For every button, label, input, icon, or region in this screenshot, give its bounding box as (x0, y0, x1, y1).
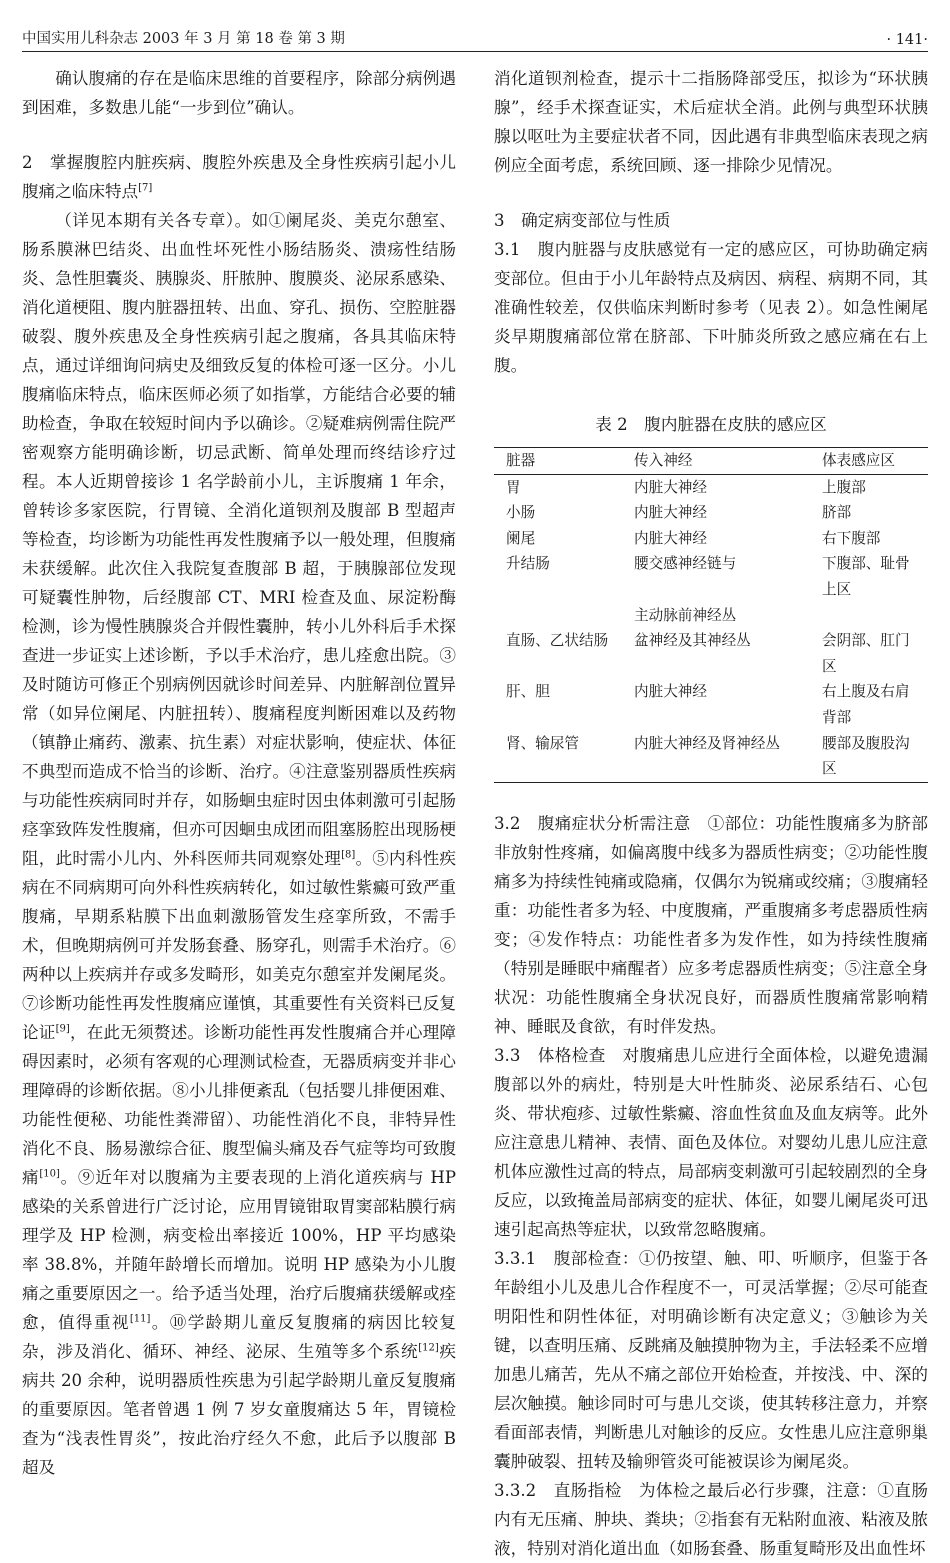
ref-11: [11] (129, 1313, 151, 1325)
table-cell: 胃 (506, 478, 521, 496)
table-cell: 上腹部 (822, 478, 866, 496)
table-header-zone: 体表感应区 (822, 452, 895, 469)
table-2 (494, 447, 928, 783)
table-cell: 右上腹及右肩背部 (822, 683, 910, 726)
body-text-4: 。⑨近年对以腹痛为主要表现的上消化道疾病与 HP 感染的关系曾进行广泛讨论，应用胃镜钳取胃窦部粘膜行病理学及 HP 检测，病变检出率接近 100%，HP 平均感染率 38.8%，并随年龄增长而增加。说明 HP 感染为小儿腹痛之重要原因之一。给予适当处理，治疗后腹痛获缓解或痊愈，值得重视 (22, 1168, 456, 1332)
body-text-5: 。⑩学龄期儿童反复腹痛的病因比较复杂，涉及消化、循环、神经、泌尿、生殖等多个系统 (22, 1313, 457, 1361)
table-cell: 升结肠 (506, 555, 550, 573)
table-cell: 内脏大神经 (634, 683, 707, 701)
journal-citation: 中国实用儿科杂志 2003 年 3 月 第 18 卷 第 3 期 (22, 31, 345, 47)
running-header (22, 18, 928, 52)
section-2-heading-text: 2 掌握腹腔内脏疾病、腹腔外疾患及全身性疾病引起小儿腹痛之临床特点 (22, 153, 456, 201)
table-cell: 脐部 (822, 504, 852, 522)
table-cell: 下腹部、耻骨上区 (822, 555, 910, 598)
table-cell (494, 603, 622, 629)
table-cell: 主动脉前神经丛 (634, 606, 737, 624)
section-3-3-1: 3.3.1 腹部检查：①仍按望、触、叩、听顺序，但鉴于各年龄组小儿及患儿合作程度不一，可灵活掌握；②尽可能查明阳性和阴性体征，对明确诊断有决定意义；③触诊为关键，以查明压痛、反跳痛及触摸肿物为主，手法轻柔不应增加患儿痛苦，先从不痛之部位开始检查，并按浅、中、深的层次触摸。触诊同时可与患儿交谈，使其转移注意力，并察看面部表情，判断患儿对触诊的反应。女性患儿应注意卵巢囊肿破裂、扭转及输卵管炎可能被误诊为阑尾炎。 (494, 1248, 928, 1471)
table-cell: 内脏大神经 (634, 504, 707, 522)
section-3-3: 3.3 体格检查 对腹痛患儿应进行全面体检，以避免遗漏腹部以外的病灶，特别是大叶性肺炎、泌尿系结石、心包炎、带状疱疹、过敏性紫癜、溶血性贫血及血友病等。此外应注意患儿精神、表情、面色及体位。对婴幼儿患儿应注意机体应激性过高的特点，局部病变刺激可引起较剧烈的全身反应，以致掩盖局部病变的症状、体征，如婴儿阑尾炎可迅速引起高热等症状，以致常忽略腹痛。 (494, 1045, 928, 1239)
section-2-body (22, 206, 456, 1482)
table-2-title: 表 2 腹内脏器在皮肤的感应区 (595, 415, 827, 434)
table-cell: 肝、胆 (506, 683, 550, 701)
section-2-heading (22, 148, 456, 206)
table-row (494, 628, 928, 679)
intro-paragraph: 确认腹痛的存在是临床思维的首要程序，除部分病例遇到困难，多数患儿能“一步到位”确认。 (22, 69, 456, 117)
body-text-2: 。⑤内科性疾病在不同病期可向外科性疾病转化，如过敏性紫癜可致严重腹痛，早期系粘膜下出血刺激肠管发生痉挛所致，不需手术，但晚期病例可并发肠套叠、肠穿孔，则需手术治疗。⑥两种以上疾病并存或多发畸形，如美克尔憩室并发阑尾炎。⑦诊断功能性再发性腹痛应谨慎，其重要性有关资料已反复论证 (22, 849, 457, 1042)
left-column (22, 64, 456, 1482)
section-3-3-2: 3.3.2 直肠指检 为体检之最后必行步骤，注意：①直肠内有无压痛、肿块、粪块；②指套有无粘附血液、粘液及脓液，特别对消化道出血（如肠套叠、肠重复畸形及出血性坏 (494, 1480, 928, 1558)
ref-9: [9] (55, 1023, 70, 1035)
table-cell: 腰部及腹股沟区 (822, 734, 910, 778)
table-cell: 会阴部、肛门区 (822, 632, 910, 675)
table-row (494, 551, 928, 602)
table-row (494, 679, 928, 730)
continued-paragraph: 消化道钡剂检查，提示十二指肠降部受压，拟诊为“环状胰腺”，经手术探查证实，术后症状全消。此例与典型环状胰腺以呕吐为主要症状者不同，因此遇有非典型临床表现之病例应全面考虑，系统回顾、逐一排除少见情况。 (494, 69, 928, 175)
section-3-heading: 3 确定病变部位与性质 (494, 211, 671, 230)
table-row (494, 474, 928, 500)
table-header-row (494, 448, 928, 475)
table-cell: 肾、输尿管 (506, 734, 579, 752)
table-cell: 阑尾 (506, 529, 536, 547)
body-text-3: ，在此无须赘述。诊断功能性再发性腹痛合并心理障碍因素时，必须有客观的心理测试检查，无器质病变并非心理障碍的诊断依据。⑧小儿排便紊乱（包括婴儿排便困难、功能性便秘、功能性粪滞留）、功能性消化不良，非特异性消化不良、肠易激综合征、腹型偏头痛及吞气症等均可致腹痛 (22, 1023, 457, 1187)
table-row (494, 526, 928, 552)
table-header-organ: 脏器 (506, 452, 536, 469)
table-row (494, 603, 928, 629)
table-cell: 盆神经及其神经丛 (634, 632, 751, 650)
table-cell: 内脏大神经 (634, 529, 707, 547)
table-cell: 腰交感神经链与 (634, 555, 737, 573)
table-cell: 小肠 (506, 504, 536, 522)
table-cell: 直肠、乙状结肠 (506, 632, 609, 650)
section-3-2: 3.2 腹痛症状分析需注意 ①部位：功能性腹痛多为脐部非放射性疼痛，如偏离腹中线多为器质性病变；②功能性腹痛多为持续性钝痛或隐痛，仅偶尔为锐痛或绞痛；③腹痛轻重：功能性者多为轻、中度腹痛，严重腹痛多考虑器质性病变；④发作特点：功能性者多为发作性，如为持续性腹痛（特别是睡眠中痛醒者）应多考虑器质性病变；⑤注意全身状况：功能性腹痛全身状况良好，而器质性腹痛常影响精神、睡眠及食欲，有时伴发热。 (494, 813, 928, 1036)
table-header-nerve: 传入神经 (634, 452, 693, 469)
ref-8: [8] (341, 849, 356, 861)
ref-10: [10] (39, 1168, 60, 1180)
table-cell: 内脏大神经及肾神经丛 (634, 734, 780, 752)
ref-12: [12] (418, 1342, 439, 1354)
body-text-6: 疾病共 20 余种，说明器质性疾患为引起学龄期儿童反复腹痛的重要原因。笔者曾遇 1 例 7 岁女童腹痛达 5 年，胃镜检查为“浅表性胃炎”，按此治疗经久不愈，此后予以腹部 B 超及 (22, 1342, 457, 1477)
table-cell: 内脏大神经 (634, 478, 707, 496)
table-cell (810, 603, 928, 629)
table-row (494, 500, 928, 526)
body-text-1: （详见本期有关各专章）。如①阑尾炎、美克尔憩室、肠系膜淋巴结炎、出血性坏死性小肠结肠炎、溃疡性结肠炎、急性胆囊炎、胰腺炎、肝脓肿、腹膜炎、泌尿系感染、消化道梗阻、腹内脏器扭转、出血、穿孔、损伤、空腔脏器破裂、腹外疾患及全身性疾病引起之腹痛，各具其临床特点，通过详细询问病史及细致反复的体检可逐一区分。小儿腹痛临床特点，临床医师必须了如指掌，方能结合必要的辅助检查，争取在较短时间内予以确诊。②疑难病例需住院严密观察方能明确诊断，切忌武断、简单处理而终结诊疗过程。本人近期曾接诊 1 名学龄前小儿，主诉腹痛 1 年余，曾转诊多家医院，行胃镜、全消化道钡剂及腹部 B 型超声等检查，均诊断为功能性再发性腹痛予以一般处理，但腹痛未获缓解。此次住入我院复查腹部 B 超，于胰腺部位发现可疑囊性肿物，后经腹部 CT、MRI 检查及血、尿淀粉酶检测，诊为慢性胰腺炎合并假性囊肿，转小儿外科后手术探查进一步证实上述诊断，予以手术治疗，患儿痊愈出院。③及时随访可修正个别病例因就诊时间差异、内脏解剖位置异常（如异位阑尾、内脏扭转）、腹痛程度判断困难以及药物（镇静止痛药、激素、抗生素）对症状影响，使症状、体征不典型而造成不恰当的诊断、治疗。④注意鉴别器质性疾病与功能性疾病同时并存，如肠蛔虫症时因虫体刺激可引起肠痉挛致阵发性腹痛，但亦可因蛔虫成团而阻塞肠腔出现肠梗阻，此时需小儿内、外科医师共同观察处理 (22, 211, 456, 868)
table-cell: 右下腹部 (822, 529, 881, 547)
table-row (494, 731, 928, 783)
right-column (494, 64, 928, 1563)
ref-7: [7] (138, 182, 153, 194)
page-number: · 141· (886, 32, 928, 48)
section-3-1: 3.1 腹内脏器与皮肤感觉有一定的感应区，可协助确定病变部位。但由于小儿年龄特点及病因、病程、病期不同，其准确性较差，仅供临床判断时参考（见表 2）。如急性阑尾炎早期腹痛部位常在脐部、下叶肺炎所致之感应痛在右上腹。 (494, 240, 928, 375)
